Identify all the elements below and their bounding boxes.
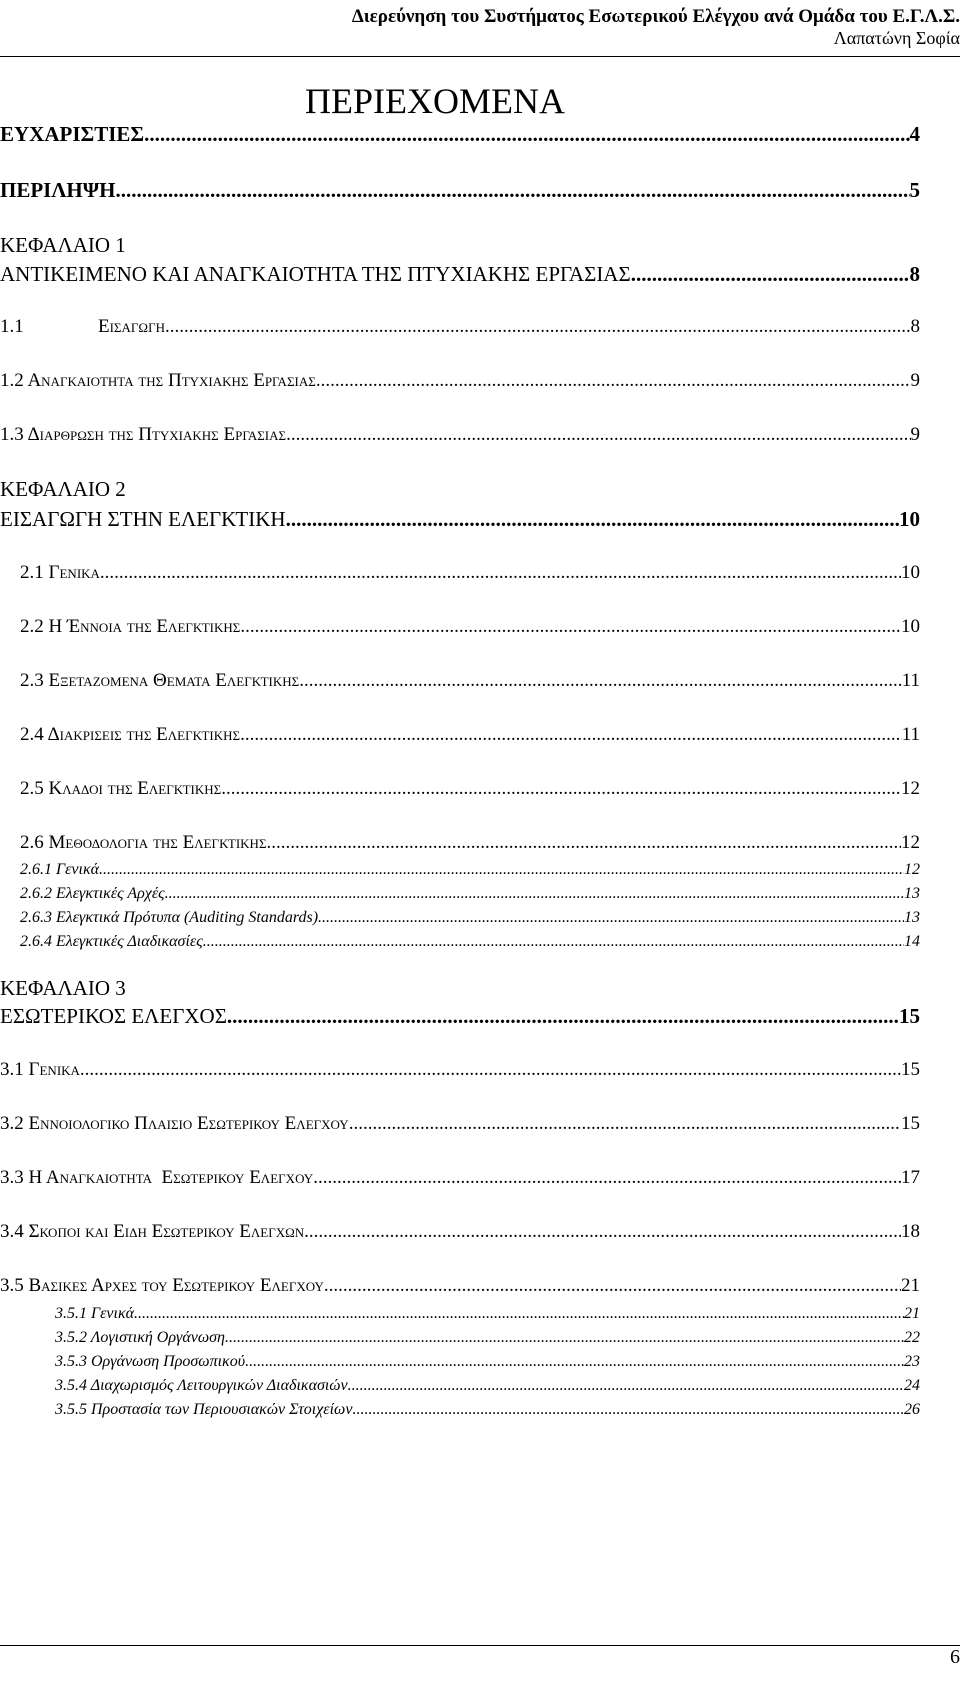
toc-entry-label: 1.3 Διαρθρωση της Πτυχιακης Εργασιας	[0, 424, 287, 445]
toc-entry-page: 10	[901, 616, 920, 637]
footer-divider	[0, 1645, 960, 1646]
toc-entry-label: ΕΣΩΤΕΡΙΚΟΣ ΕΛΕΓΧΟΣ	[0, 1004, 227, 1028]
toc-entry-label: 1.2 Αναγκαιοτητα της Πτυχιακης Εργασιας	[0, 370, 316, 391]
chapter-3-label: ΚΕΦΑΛΑΙΟ 3	[0, 976, 126, 1000]
toc-entry-1-1[interactable]	[0, 316, 920, 338]
toc-leader-dots	[316, 370, 911, 392]
toc-entry-page: 23	[904, 1353, 920, 1370]
toc-entry-2-6-1[interactable]	[20, 861, 920, 879]
header-title: Διερεύνηση του Συστήματος Εσωτερικού Ελέγχου ανά Ομάδα του Ε.Γ.Λ.Σ.	[351, 6, 960, 27]
toc-entry-page: 26	[904, 1401, 920, 1418]
toc-entry-number: 1.1	[0, 316, 24, 337]
toc-entry-3-5-3[interactable]	[55, 1353, 920, 1371]
toc-entry-label: 2.6.2 Ελεγκτικές Αρχές	[20, 885, 165, 902]
toc-entry-page: 15	[899, 1004, 920, 1028]
toc-entry-label: 2.5 Κλαδοι της Ελεγκτικης	[20, 778, 222, 799]
toc-entry-page: 12	[904, 861, 920, 878]
toc-entry-label: 3.5.2 Λογιστική Οργάνωση	[55, 1329, 225, 1346]
toc-entry-2-6[interactable]	[20, 832, 920, 854]
toc-entry-label: ΕΥΧΑΡΙΣΤΙΕΣ	[0, 122, 145, 146]
toc-entry-label: 2.1 Γενικα	[20, 562, 100, 583]
toc-entry-chapter-2[interactable]	[0, 507, 920, 532]
toc-entry-title: Εισαγωγη	[98, 316, 165, 337]
toc-entry-1-2[interactable]	[0, 370, 920, 392]
toc-entry-page: 5	[909, 178, 920, 202]
header-author: Λαπατώνη Σοφία	[833, 28, 960, 48]
toc-entry-page: 21	[904, 1305, 920, 1322]
toc-leader-dots	[240, 724, 902, 746]
toc-leader-dots	[221, 778, 901, 800]
toc-leader-dots	[227, 1004, 899, 1029]
footer-page-number: 6	[950, 1646, 960, 1668]
toc-entry-label: 3.5.4 Διαχωρισμός Λειτουργικών Διαδικασιών	[55, 1377, 348, 1394]
toc-entry-label: ΑΝΤΙΚΕΙΜΕΝΟ ΚΑΙ ΑΝΑΓΚΑΙΟΤΗΤΑ ΤΗΣ ΠΤΥΧΙΑΚΗΣ ΕΡΓΑΣΙΑΣ	[0, 262, 631, 286]
toc-entry-2-2[interactable]	[20, 616, 920, 638]
toc-leader-dots	[267, 832, 901, 854]
toc-entry-label: 3.5 Βασικες Αρχες του Εσωτερικου Ελεγχου	[0, 1275, 324, 1296]
toc-entry-label: 3.5.5 Προστασία των Περιουσιακών Στοιχείων	[55, 1401, 353, 1418]
toc-entry-label: 2.6.1 Γενικά	[20, 861, 100, 878]
toc-entry-page: 12	[901, 832, 920, 853]
toc-entry-chapter-1[interactable]	[0, 262, 920, 287]
toc-leader-dots	[348, 1377, 904, 1395]
toc-entry-label: 2.3 Εξεταζομενα Θεματα Ελεγκτικης	[20, 670, 300, 691]
toc-entry-label: 3.4 Σκοποι και Ειδη Εσωτερικου Ελεγχων	[0, 1221, 305, 1242]
toc-leader-dots	[349, 1113, 901, 1135]
toc-leader-dots	[134, 1305, 904, 1323]
toc-entry-page: 22	[904, 1329, 920, 1346]
toc-entry-label	[0, 316, 165, 338]
toc-entry-label: 3.2 Εννοιολογικο Πλαισιο Εσωτερικου Ελεγχου	[0, 1113, 349, 1134]
toc-leader-dots	[286, 507, 899, 532]
toc-leader-dots	[144, 122, 909, 147]
toc-entry-label: 2.6 Μεθοδολογια της Ελεγκτικης	[20, 832, 267, 853]
toc-leader-dots	[80, 1059, 901, 1081]
toc-entry-page: 13	[904, 885, 920, 902]
toc-entry-label: 3.5.3 Οργάνωση Προσωπικού	[55, 1353, 246, 1370]
toc-entry-3-5[interactable]	[0, 1275, 920, 1297]
toc-entry-label: 2.6.3 Ελεγκτικά Πρότυπα (Auditing Standards)	[20, 909, 319, 926]
toc-entry-label: 3.5.1 Γενικά	[55, 1305, 135, 1322]
toc-entry-3-5-2[interactable]	[55, 1329, 920, 1347]
toc-entry-3-4[interactable]	[0, 1221, 920, 1243]
toc-leader-dots	[324, 1275, 901, 1297]
toc-entry-2-6-3[interactable]	[20, 909, 920, 927]
toc-entry-page: 11	[901, 724, 920, 745]
toc-entry-acknowledgements[interactable]	[0, 122, 920, 147]
toc-entry-page: 12	[901, 778, 920, 799]
toc-entry-2-5[interactable]	[20, 778, 920, 800]
toc-leader-dots	[245, 1353, 904, 1371]
toc-entry-3-1[interactable]	[0, 1059, 920, 1081]
chapter-2-label: ΚΕΦΑΛΑΙΟ 2	[0, 477, 126, 501]
toc-entry-2-6-2[interactable]	[20, 885, 920, 903]
toc-entry-page: 13	[904, 909, 920, 926]
toc-leader-dots	[99, 861, 904, 879]
toc-entry-1-3[interactable]	[0, 424, 920, 446]
toc-entry-page: 10	[901, 562, 920, 583]
toc-leader-dots	[165, 316, 911, 338]
toc-leader-dots	[203, 933, 904, 951]
toc-entry-chapter-3[interactable]	[0, 1004, 920, 1029]
toc-entry-2-6-4[interactable]	[20, 933, 920, 951]
toc-entry-3-5-1[interactable]	[55, 1305, 920, 1323]
toc-leader-dots	[115, 178, 909, 203]
toc-entry-page: 18	[901, 1221, 920, 1242]
toc-entry-label: 2.4 Διακρισεις της Ελεγκτικης	[20, 724, 241, 745]
toc-entry-page: 17	[901, 1167, 920, 1188]
toc-entry-page: 15	[901, 1059, 920, 1080]
toc-leader-dots	[304, 1221, 901, 1243]
toc-entry-page: 21	[901, 1275, 920, 1296]
toc-entry-page: 14	[904, 933, 920, 950]
header-divider	[0, 56, 960, 57]
toc-entry-2-4[interactable]	[20, 724, 920, 746]
toc-entry-abstract[interactable]	[0, 178, 920, 203]
toc-entry-2-3[interactable]	[20, 670, 920, 692]
toc-entry-2-1[interactable]	[20, 562, 920, 584]
toc-entry-3-3[interactable]	[0, 1167, 920, 1189]
toc-entry-page: 8	[910, 316, 920, 337]
toc-leader-dots	[165, 885, 904, 903]
toc-entry-3-2[interactable]	[0, 1113, 920, 1135]
toc-leader-dots	[100, 562, 901, 584]
chapter-1-label: ΚΕΦΑΛΑΙΟ 1	[0, 233, 126, 257]
toc-leader-dots	[318, 909, 904, 927]
toc-leader-dots	[313, 1167, 901, 1189]
toc-leader-dots	[352, 1401, 904, 1419]
toc-entry-label: 3.3 Η Αναγκαιοτητα Εσωτερικου Ελεγχου	[0, 1167, 314, 1188]
toc-entry-label: ΕΙΣΑΓΩΓΗ ΣΤΗΝ ΕΛΕΓΚΤΙΚΗ	[0, 507, 286, 531]
toc-entry-page: 11	[901, 670, 920, 691]
toc-title: ΠΕΡΙΕΧΟΜΕΝΑ	[305, 81, 565, 121]
toc-leader-dots	[225, 1329, 904, 1347]
toc-entry-page: 9	[910, 370, 920, 391]
toc-leader-dots	[240, 616, 901, 638]
toc-entry-label: 2.2 Η Έννοια της Ελεγκτικης	[20, 616, 241, 637]
toc-entry-page: 10	[899, 507, 920, 531]
toc-entry-label: 2.6.4 Ελεγκτικές Διαδικασίες	[20, 933, 203, 950]
toc-entry-page: 24	[904, 1377, 920, 1394]
toc-leader-dots	[286, 424, 910, 446]
toc-entry-page: 9	[910, 424, 920, 445]
toc-entry-page: 8	[909, 262, 920, 286]
toc-leader-dots	[631, 262, 910, 287]
toc-entry-page: 15	[901, 1113, 920, 1134]
toc-entry-label: 3.1 Γενικα	[0, 1059, 80, 1080]
toc-entry-3-5-5[interactable]	[55, 1401, 920, 1419]
toc-entry-label: ΠΕΡΙΛΗΨΗ	[0, 178, 116, 202]
toc-entry-page: 4	[909, 122, 920, 146]
toc-leader-dots	[299, 670, 902, 692]
toc-entry-3-5-4[interactable]	[55, 1377, 920, 1395]
